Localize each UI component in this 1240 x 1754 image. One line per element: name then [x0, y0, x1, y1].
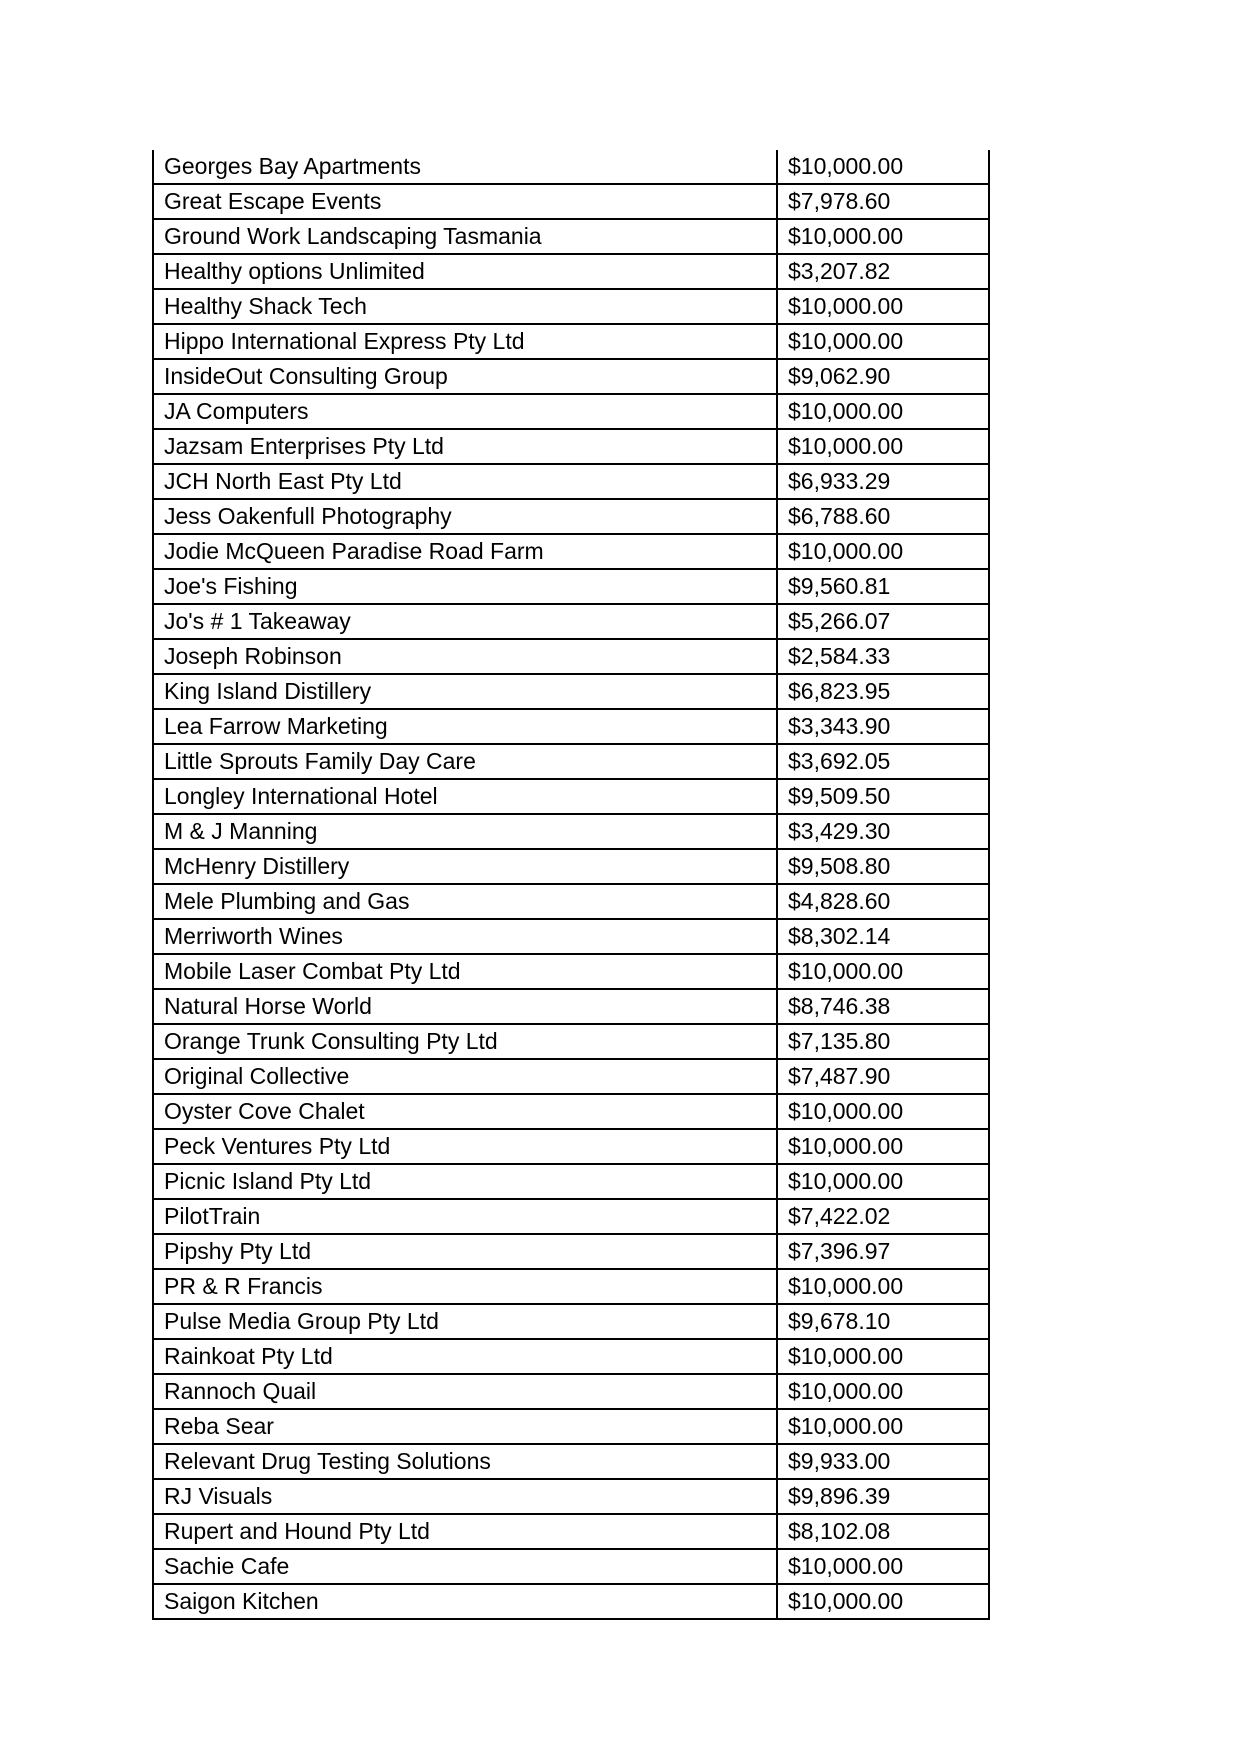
table-row — [153, 150, 989, 184]
recipient-name-cell — [153, 1024, 777, 1059]
recipient-name-cell — [153, 1409, 777, 1444]
table-row — [153, 254, 989, 289]
recipient-name: InsideOut Consulting Group — [164, 363, 448, 389]
table-row — [153, 1479, 989, 1514]
grant-amount: $7,422.02 — [788, 1203, 891, 1229]
recipient-name: McHenry Distillery — [164, 853, 350, 879]
grant-amount-cell — [777, 639, 989, 674]
recipient-name-cell — [153, 1129, 777, 1164]
table-row — [153, 429, 989, 464]
grant-amount: $7,487.90 — [788, 1063, 891, 1089]
table-row — [153, 1409, 989, 1444]
recipient-name: Rannoch Quail — [164, 1378, 317, 1404]
recipient-name-cell — [153, 569, 777, 604]
grant-amount: $9,509.50 — [788, 783, 891, 809]
recipient-name-cell — [153, 954, 777, 989]
table-row — [153, 499, 989, 534]
recipient-name: Longley International Hotel — [164, 783, 438, 809]
recipient-name: RJ Visuals — [164, 1483, 273, 1509]
recipient-name: Jo's # 1 Takeaway — [164, 608, 351, 634]
recipient-name: Saigon Kitchen — [164, 1588, 319, 1614]
grant-amount-cell — [777, 289, 989, 324]
table-row — [153, 1129, 989, 1164]
recipient-name-cell — [153, 464, 777, 499]
grant-amount: $9,933.00 — [788, 1448, 891, 1474]
recipient-name-cell — [153, 429, 777, 464]
grant-amount-cell — [777, 499, 989, 534]
grant-amount-cell — [777, 1164, 989, 1199]
grant-amount-cell — [777, 1549, 989, 1584]
table-row — [153, 604, 989, 639]
recipient-name: JA Computers — [164, 398, 309, 424]
grant-amount: $10,000.00 — [788, 293, 904, 319]
recipient-name-cell — [153, 1444, 777, 1479]
recipient-name: King Island Distillery — [164, 678, 372, 704]
recipient-name: Oyster Cove Chalet — [164, 1098, 365, 1124]
table-row — [153, 219, 989, 254]
grant-amount-cell — [777, 604, 989, 639]
table-row — [153, 814, 989, 849]
grant-amount-cell — [777, 989, 989, 1024]
grant-amount-cell — [777, 150, 989, 184]
table-row — [153, 394, 989, 429]
recipient-name-cell — [153, 884, 777, 919]
grant-amount-cell — [777, 919, 989, 954]
grant-amount-cell — [777, 1514, 989, 1549]
grant-amount: $10,000.00 — [788, 1413, 904, 1439]
grant-amount-cell — [777, 1129, 989, 1164]
recipient-name: Pipshy Pty Ltd — [164, 1238, 312, 1264]
table-row — [153, 1024, 989, 1059]
recipient-name-cell — [153, 1304, 777, 1339]
recipient-name: Relevant Drug Testing Solutions — [164, 1448, 491, 1474]
recipient-name-cell — [153, 1549, 777, 1584]
table-row — [153, 744, 989, 779]
grant-amount: $10,000.00 — [788, 1378, 904, 1404]
recipient-name-cell — [153, 499, 777, 534]
recipient-name: Joe's Fishing — [164, 573, 298, 599]
recipient-name: Lea Farrow Marketing — [164, 713, 388, 739]
grant-amount-cell — [777, 1339, 989, 1374]
grant-amount-cell — [777, 1234, 989, 1269]
recipient-name: Georges Bay Apartments — [164, 153, 421, 179]
recipients-table-body — [153, 150, 989, 1619]
recipient-name-cell — [153, 1374, 777, 1409]
table-row — [153, 1374, 989, 1409]
grant-amount: $9,508.80 — [788, 853, 891, 879]
table-row — [153, 849, 989, 884]
grant-amount: $5,266.07 — [788, 608, 891, 634]
grant-amount: $10,000.00 — [788, 538, 904, 564]
grant-amount: $10,000.00 — [788, 433, 904, 459]
grant-amount: $10,000.00 — [788, 398, 904, 424]
table-row — [153, 1234, 989, 1269]
table-row — [153, 464, 989, 499]
recipients-table — [152, 150, 990, 1620]
grant-amount-cell — [777, 569, 989, 604]
grant-amount-cell — [777, 849, 989, 884]
recipient-name: Orange Trunk Consulting Pty Ltd — [164, 1028, 498, 1054]
grant-amount: $3,429.30 — [788, 818, 891, 844]
grant-amount: $3,207.82 — [788, 258, 891, 284]
recipient-name-cell — [153, 919, 777, 954]
table-row — [153, 1304, 989, 1339]
recipient-name: Little Sprouts Family Day Care — [164, 748, 476, 774]
grant-amount: $10,000.00 — [788, 223, 904, 249]
recipient-name: PR & R Francis — [164, 1273, 323, 1299]
recipient-name: Ground Work Landscaping Tasmania — [164, 223, 542, 249]
recipient-name-cell — [153, 324, 777, 359]
table-row — [153, 1164, 989, 1199]
table-row — [153, 779, 989, 814]
grant-amount: $10,000.00 — [788, 153, 904, 179]
grant-amount-cell — [777, 464, 989, 499]
recipient-name-cell — [153, 534, 777, 569]
grant-amount: $10,000.00 — [788, 1343, 904, 1369]
recipient-name: Jodie McQueen Paradise Road Farm — [164, 538, 544, 564]
grant-amount-cell — [777, 744, 989, 779]
grant-amount: $3,343.90 — [788, 713, 891, 739]
grant-amount: $7,396.97 — [788, 1238, 891, 1264]
table-row — [153, 569, 989, 604]
recipient-name-cell — [153, 1094, 777, 1129]
recipient-name-cell — [153, 184, 777, 219]
grant-amount: $10,000.00 — [788, 1133, 904, 1159]
grant-amount: $9,560.81 — [788, 573, 891, 599]
recipient-name: Healthy options Unlimited — [164, 258, 425, 284]
grant-amount-cell — [777, 1584, 989, 1619]
grant-amount: $10,000.00 — [788, 958, 904, 984]
grant-amount: $10,000.00 — [788, 1273, 904, 1299]
grant-amount-cell — [777, 1444, 989, 1479]
table-row — [153, 1584, 989, 1619]
table-row — [153, 954, 989, 989]
recipient-name: Healthy Shack Tech — [164, 293, 367, 319]
grant-amount-cell — [777, 779, 989, 814]
recipient-name: Mobile Laser Combat Pty Ltd — [164, 958, 461, 984]
recipient-name: Hippo International Express Pty Ltd — [164, 328, 525, 354]
grant-amount-cell — [777, 1094, 989, 1129]
recipient-name: Great Escape Events — [164, 188, 382, 214]
recipient-name-cell — [153, 709, 777, 744]
recipient-name-cell — [153, 1059, 777, 1094]
grant-amount: $6,933.29 — [788, 468, 891, 494]
table-row — [153, 534, 989, 569]
grant-amount-cell — [777, 324, 989, 359]
recipient-name: Natural Horse World — [164, 993, 372, 1019]
recipient-name-cell — [153, 1479, 777, 1514]
recipient-name-cell — [153, 779, 777, 814]
grant-amount: $8,302.14 — [788, 923, 891, 949]
grant-amount: $9,896.39 — [788, 1483, 891, 1509]
grant-amount: $7,135.80 — [788, 1028, 891, 1054]
recipient-name-cell — [153, 359, 777, 394]
table-row — [153, 989, 989, 1024]
recipient-name-cell — [153, 814, 777, 849]
recipient-name-cell — [153, 254, 777, 289]
grant-amount-cell — [777, 674, 989, 709]
table-row — [153, 639, 989, 674]
recipient-name: Sachie Cafe — [164, 1553, 290, 1579]
recipient-name-cell — [153, 674, 777, 709]
grant-amount: $10,000.00 — [788, 1098, 904, 1124]
grant-amount: $6,788.60 — [788, 503, 891, 529]
recipient-name: Mele Plumbing and Gas — [164, 888, 410, 914]
recipient-name-cell — [153, 1584, 777, 1619]
grant-amount-cell — [777, 1059, 989, 1094]
recipient-name: PilotTrain — [164, 1203, 261, 1229]
recipient-name-cell — [153, 289, 777, 324]
grant-amount: $9,062.90 — [788, 363, 891, 389]
grant-amount: $8,102.08 — [788, 1518, 891, 1544]
grant-amount: $10,000.00 — [788, 1553, 904, 1579]
grant-amount-cell — [777, 429, 989, 464]
grant-amount: $3,692.05 — [788, 748, 891, 774]
grant-amount-cell — [777, 1304, 989, 1339]
grant-amount-cell — [777, 1024, 989, 1059]
grant-amount: $2,584.33 — [788, 643, 891, 669]
recipient-name-cell — [153, 604, 777, 639]
grant-amount: $10,000.00 — [788, 1588, 904, 1614]
grant-amount-cell — [777, 1199, 989, 1234]
table-row — [153, 709, 989, 744]
grant-amount-cell — [777, 184, 989, 219]
grant-amount: $10,000.00 — [788, 328, 904, 354]
recipient-name: M & J Manning — [164, 818, 318, 844]
recipient-name: JCH North East Pty Ltd — [164, 468, 402, 494]
recipient-name: Original Collective — [164, 1063, 350, 1089]
table-row — [153, 289, 989, 324]
grant-amount-cell — [777, 534, 989, 569]
grant-amount: $6,823.95 — [788, 678, 891, 704]
table-row — [153, 1339, 989, 1374]
table-row — [153, 359, 989, 394]
recipient-name: Joseph Robinson — [164, 643, 342, 669]
recipient-name-cell — [153, 150, 777, 184]
grant-amount: $9,678.10 — [788, 1308, 891, 1334]
table-row — [153, 1199, 989, 1234]
table-row — [153, 1514, 989, 1549]
recipient-name-cell — [153, 394, 777, 429]
recipient-name-cell — [153, 1164, 777, 1199]
recipient-name-cell — [153, 1269, 777, 1304]
grant-amount-cell — [777, 954, 989, 989]
grant-amount-cell — [777, 884, 989, 919]
recipient-name-cell — [153, 1199, 777, 1234]
recipient-name: Jess Oakenfull Photography — [164, 503, 452, 529]
grant-amount-cell — [777, 254, 989, 289]
recipient-name-cell — [153, 1339, 777, 1374]
grant-amount-cell — [777, 1479, 989, 1514]
grant-amount: $4,828.60 — [788, 888, 891, 914]
grant-amount-cell — [777, 219, 989, 254]
recipient-name-cell — [153, 849, 777, 884]
table-row — [153, 1094, 989, 1129]
table-row — [153, 324, 989, 359]
recipient-name-cell — [153, 744, 777, 779]
recipient-name: Merriworth Wines — [164, 923, 343, 949]
grant-amount-cell — [777, 1269, 989, 1304]
recipient-name: Rainkoat Pty Ltd — [164, 1343, 333, 1369]
grant-amount: $10,000.00 — [788, 1168, 904, 1194]
recipient-name-cell — [153, 1514, 777, 1549]
table-row — [153, 1059, 989, 1094]
table-row — [153, 1549, 989, 1584]
recipient-name: Jazsam Enterprises Pty Ltd — [164, 433, 444, 459]
grant-amount-cell — [777, 1409, 989, 1444]
recipient-name-cell — [153, 1234, 777, 1269]
grant-amount: $7,978.60 — [788, 188, 891, 214]
grant-amount-cell — [777, 709, 989, 744]
recipient-name: Rupert and Hound Pty Ltd — [164, 1518, 430, 1544]
grant-amount: $8,746.38 — [788, 993, 891, 1019]
recipient-name: Picnic Island Pty Ltd — [164, 1168, 372, 1194]
table-row — [153, 1444, 989, 1479]
recipient-name: Pulse Media Group Pty Ltd — [164, 1308, 439, 1334]
grant-amount-cell — [777, 814, 989, 849]
table-row — [153, 184, 989, 219]
recipient-name: Reba Sear — [164, 1413, 274, 1439]
recipient-name-cell — [153, 639, 777, 674]
table-row — [153, 884, 989, 919]
grant-amount-cell — [777, 1374, 989, 1409]
table-row — [153, 919, 989, 954]
grant-amount-cell — [777, 394, 989, 429]
recipient-name: Peck Ventures Pty Ltd — [164, 1133, 391, 1159]
recipient-name-cell — [153, 989, 777, 1024]
grant-amount-cell — [777, 359, 989, 394]
recipient-name-cell — [153, 219, 777, 254]
table-row — [153, 674, 989, 709]
table-row — [153, 1269, 989, 1304]
